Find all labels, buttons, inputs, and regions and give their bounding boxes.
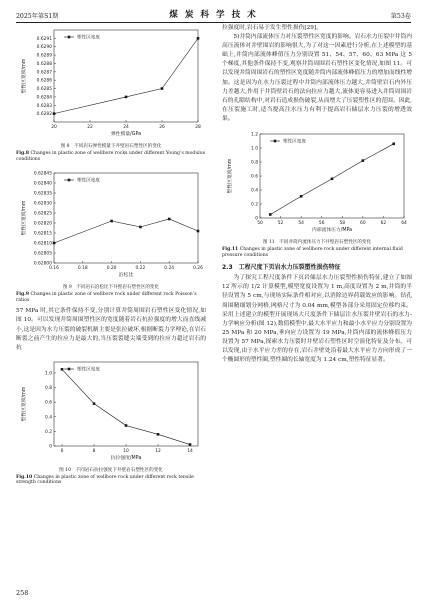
fig9-data-point (139, 226, 142, 229)
fig9-ytick-label: 0.62830 (33, 201, 52, 207)
right-column (222, 24, 412, 365)
fig8-ytick-label: 0.6282 (36, 112, 52, 118)
fig9-xtick-label: 0.18 (77, 266, 88, 272)
fig8-xtick-label: 28 (195, 125, 201, 130)
fig11-data-point (300, 195, 303, 198)
fig8-series-line (54, 38, 198, 113)
fig11-xtick-label: 64 (401, 221, 407, 227)
right-paragraph-3: 为了探究工程尺度条件下页岩储层水力压裂塑性损伤特征,建立了如图 12 所示的 1/2 计算模型,模型宽度设置为 1 m,高度设置为 2 m,井筒的半径设置为 5 cm,与现场实际条件相对应,以消除边界荷载效应的影响。钻孔周围精细划分网格,网格尺寸为 0.04 mm,模型各部分采用固定位移约束。采用上述建立的模型开展现场大尺度条件下储层注水压裂井壁岩石的水力-力学响应分析(图 12),数值模型中,最大水平应力和最小水平应力分别设置为 25 MPa 和 20 MPa,垂向应力设置为 19 MPa,井筒内部的流体峰值压力设置为 57 MPa,探索水力压裂时井壁岩石塑性区时空演化特征及分布。可以发现,由于水平应力差的存在,岩石井壁处沿着最大水平应力方向形成了一个椭圆形的塑性圈,塑性圈的长轴宽度为 1.24 cm,塑性特征显著。 (222, 275, 412, 364)
fig8-xtick-label: 26 (159, 125, 165, 130)
fig9-data-point (110, 220, 113, 223)
issue-label: 2025年第S1期 (16, 13, 59, 20)
figure-8-label: Fig.8 (16, 151, 30, 156)
fig10-data-point (93, 402, 96, 405)
fig11-ytick-label: 0.4 (251, 188, 258, 194)
fig8-y-axis-label: 塑性区宽度/mm (22, 58, 27, 94)
fig10-xtick-label: 14 (187, 448, 193, 454)
fig9-xtick-label: 0.20 (106, 266, 117, 272)
fig9-ytick-label: 0.62815 (33, 231, 52, 237)
fig11-data-point (362, 159, 365, 162)
page-header (16, 6, 411, 23)
fig11-legend-label: 塑性区宽度 (283, 139, 306, 145)
fig10-ytick-label: 1.0 (45, 371, 52, 377)
figure-11-caption-en-text: Changes in plastic zone of wellbore rock under different internal fluid pressure conditions (222, 247, 403, 258)
figure-8-caption-en-text: Changes in plastic zone of wellbore rocks under different Young’s modulus conditions (16, 151, 206, 162)
fig10-ytick-label: 0.8 (45, 385, 52, 391)
chart-fig10 (16, 356, 206, 468)
fig10-ytick-label: 0.2 (45, 429, 52, 435)
fig11-ytick-label: 1.2 (251, 132, 258, 138)
figure-11-caption-en (222, 247, 412, 258)
figure-9-label: Fig.9 (16, 292, 30, 298)
fig8-ytick-label: 0.6284 (36, 95, 52, 101)
fig9-data-point (53, 242, 56, 245)
fig10-ytick-label: 0.4 (45, 415, 52, 421)
fig11-ytick-label: 1.0 (251, 146, 258, 152)
fig9-ytick-label: 0.62825 (33, 211, 52, 217)
fig10-x-axis-label: 抗拉强度/MPa (110, 455, 142, 461)
fig9-ytick-label: 0.62810 (33, 241, 52, 247)
figure-10-caption-en (16, 475, 206, 486)
fig11-xtick-label: 58 (339, 221, 346, 227)
fig8-plot-frame (54, 30, 198, 122)
fig8-ytick-label: 0.6288 (36, 61, 52, 67)
volume-label: 第53卷 (390, 13, 411, 20)
fig9-ytick-label: 0.62845 (33, 171, 52, 177)
fig9-xtick-label: 0.16 (49, 266, 59, 272)
fig8-x-axis-label: 弹性模量/GPa (110, 132, 142, 137)
section-heading: 2.3 工程尺度下页岩水力压裂塑性损伤特征 (222, 264, 341, 272)
fig11-data-point (269, 213, 272, 216)
fig9-xtick-label: 0.26 (193, 266, 203, 272)
fig11-data-point (331, 178, 334, 181)
fig8-legend-marker (68, 36, 71, 39)
fig8-data-point (53, 112, 56, 115)
fig8-data-point (161, 87, 164, 90)
figure-9 (16, 167, 206, 303)
fig11-xtick-label: 56 (318, 221, 325, 227)
fig11-ytick-label: 0.2 (251, 202, 258, 208)
fig11-x-axis-label: 内部流体压力/MPa (311, 228, 353, 234)
fig10-legend-marker (68, 368, 71, 371)
figure-11-caption-cn: 图 11 不同井筒内流体压力下井壁岩石塑性区的变化 (262, 240, 372, 246)
fig11-y-axis-label: 塑性区宽度/mm (228, 158, 233, 194)
right-paragraph-2: 5)井筒内部流体压力对压裂塑性区宽度的影响。岩石水力压裂中井筒内高压流体对井壁围岩的影响很大,为了对这一因素进行分析,在上述模型的基础上,井筒内部流体峰值压力分别设置 51、54、57、60、63 MPa 这 5 个梯度,其他条件保持不变,观察井筒周围岩石塑性区变化情况,如图 11。可以发现井筒周围岩石的塑性区宽度随井筒内部流体峰值压力的增加而线性增加。这是因为在水力压裂过程中井筒内部流体压力越大,井筒壁岩石内外压力差越大,作用于井筒壁岩石的法向拉应力越大,流体更容易进入井筒周围岩石的孔隙结构中,对岩石造成损伤破裂,从而增大了压裂塑性区的范围。因此,在压裂施工时,适当提高注水压力有利于提高岩石储层水力压裂的增透效果。 (222, 34, 412, 122)
figure-9-caption-en (16, 292, 206, 303)
figure-8-caption-en (16, 151, 206, 162)
fig11-data-point (392, 143, 395, 146)
fig10-xtick-label: 8 (92, 448, 96, 454)
fig9-ytick-label: 0.62805 (33, 251, 52, 257)
fig10-series-line (62, 369, 190, 444)
fig9-ytick-label: 0.62800 (33, 261, 52, 267)
fig8-data-point (125, 96, 128, 99)
fig10-data-point (157, 433, 160, 436)
right-paragraph-1: 拉强度时,岩石易于发生塑性损伤[29]。 (222, 25, 322, 31)
figure-8 (16, 24, 206, 162)
fig8-ytick-label: 0.6286 (36, 78, 52, 84)
fig8-xtick-label: 22 (87, 125, 93, 130)
fig8-xtick-label: 20 (51, 125, 57, 130)
chart-fig11 (222, 128, 412, 240)
fig8-ytick-label: 0.6283 (36, 103, 52, 109)
fig11-plot-frame (260, 134, 404, 218)
fig11-xtick-label: 62 (380, 221, 387, 227)
chart-fig8 (16, 24, 206, 144)
fig10-xtick-label: 12 (155, 448, 161, 454)
fig11-ytick-label: 0.6 (251, 174, 258, 180)
figure-10 (16, 356, 206, 486)
fig11-xtick-label: 50 (257, 221, 263, 227)
fig10-xtick-label: 6 (60, 448, 64, 454)
fig10-data-point (189, 443, 192, 446)
figure-8-caption-cn: 图 8 不同岩石弹性模量下井壁岩石塑性区的变化 (60, 144, 162, 149)
fig10-data-point (61, 368, 64, 371)
fig9-xtick-label: 0.22 (135, 266, 146, 272)
chart-fig9 (16, 167, 206, 285)
fig8-ytick-label: 0.6289 (36, 53, 52, 59)
fig11-xtick-label: 52 (277, 221, 284, 227)
fig9-data-point (168, 218, 171, 221)
fig8-xtick-label: 24 (123, 125, 129, 130)
fig11-xtick-label: 60 (360, 221, 366, 227)
fig10-legend-label: 塑性区宽度 (77, 367, 100, 373)
fig8-ytick-label: 0.6291 (36, 36, 52, 42)
fig10-data-point (125, 424, 128, 427)
fig11-ytick-label: 0 (255, 216, 258, 222)
figure-10-label: Fig.10 (16, 474, 33, 480)
fig11-xtick-label: 54 (298, 221, 304, 227)
fig9-y-axis-label: 塑性区宽度/mm (22, 200, 27, 236)
fig9-ytick-label: 0.62835 (33, 191, 52, 197)
fig10-plot-frame (54, 362, 198, 446)
fig8-ytick-label: 0.6290 (36, 45, 52, 51)
fig9-xtick-label: 0.24 (164, 266, 175, 272)
fig10-ytick-label: 0.6 (45, 400, 52, 406)
figure-9-caption-cn: 图 9 不同岩石泊松比下井壁岩石塑性区的变化 (62, 285, 160, 291)
fig8-ytick-label: 0.6285 (36, 87, 52, 93)
fig8-legend-label: 塑性区宽度 (77, 35, 100, 41)
figure-10-caption-en-text: Changes in plastic zone of wellbore rock under different rock tensile strength conditions (16, 474, 194, 486)
fig8-ytick-label: 0.6287 (36, 70, 52, 76)
left-column (16, 24, 206, 486)
fig10-y-axis-label: 塑性区宽度/mm (22, 386, 27, 422)
figure-9-caption-en-text: Changes in plastic zone of wellbore rock under different rock Poisson’s ratios (16, 292, 197, 303)
journal-title: 煤 炭 科 学 技 术 (169, 10, 258, 20)
left-paragraph: 57 MPa 时,其它条件保持不变,分别计算井筒周围岩石塑性区变化情况,如图 10。可以发现井筒周围塑性区的宽度随着岩石抗拉强度的增大而直线减小,这是因为水力压裂的破裂机制主要是张拉破坏,根据断裂力学理论,在岩石断裂之前产生的拉应力是最大的,当压裂裂缝尖端受到的拉应力超过岩石的抗 (16, 308, 206, 351)
figure-10-caption-cn: 图 10 不同岩石抗拉强度下井壁岩石塑性区的变化 (59, 467, 163, 473)
figure-11 (222, 128, 412, 258)
fig8-data-point (197, 37, 200, 40)
fig10-ytick-label: 0 (49, 444, 52, 450)
fig11-ytick-label: 0.8 (251, 160, 258, 166)
fig9-ytick-label: 0.62820 (33, 221, 52, 227)
fig9-plot-frame (54, 173, 198, 263)
page-number: 258 (16, 589, 29, 597)
figure-11-label: Fig.11 (222, 247, 239, 253)
fig10-xtick-label: 10 (123, 448, 129, 454)
fig9-data-point (197, 230, 200, 233)
fig9-series-line (54, 219, 198, 243)
fig9-legend-marker (68, 179, 71, 182)
fig9-x-axis-label: 泊松比 (118, 273, 134, 279)
fig11-legend-marker (274, 140, 277, 143)
fig9-legend-label: 塑性区宽度 (77, 178, 100, 184)
fig9-ytick-label: 0.62840 (33, 181, 52, 187)
